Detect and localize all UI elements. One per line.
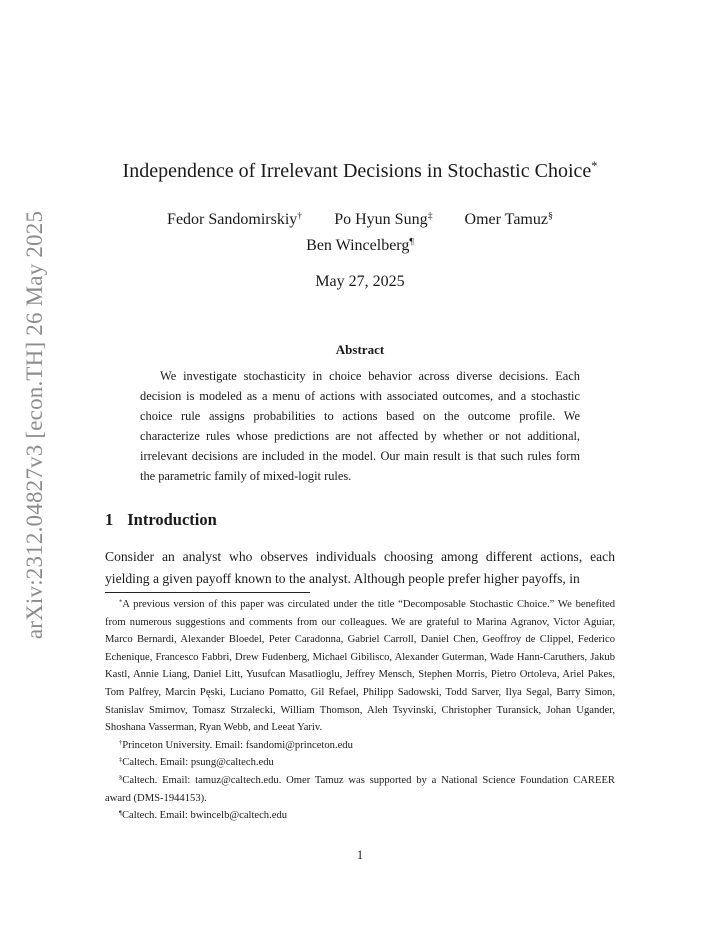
author-footnote-mark: ¶: [409, 236, 414, 248]
section-title: Introduction: [127, 510, 217, 529]
footnote-text: Princeton University. Email: fsandomi@princeton.edu: [122, 739, 353, 751]
paper-date: May 27, 2025: [315, 273, 405, 290]
author-name: Po Hyun Sung: [334, 211, 428, 228]
arxiv-identifier-stamp: [18, 205, 52, 645]
section-number: 1: [105, 510, 114, 529]
footnote: [105, 596, 615, 737]
author-list: [0, 211, 720, 229]
footnote: [105, 807, 615, 825]
abstract-text: We investigate stochasticity in choice behavior across diverse decisions. Each decision is modeled as a menu of actions with associated outcomes, and a stochastic choice rule assigns probabilities to actions based on the outcome profile. We characterize rules whose predictions are not affected by whether or not additional, irrelevant decisions are included in the model. Our main result is that such rules form the parametric family of mixed-logit rules.: [140, 369, 580, 483]
author: [167, 211, 302, 229]
author-name: Ben Wincelberg: [306, 237, 410, 254]
section-heading: [105, 510, 217, 530]
footnote: [105, 754, 615, 772]
author-footnote-mark: †: [297, 210, 303, 222]
author: [465, 211, 553, 229]
author-name: Omer Tamuz: [464, 211, 548, 228]
title-footnote-mark: *: [591, 159, 598, 174]
author-footnote-mark: §: [547, 210, 553, 222]
abstract-heading: Abstract: [335, 342, 385, 357]
footnote-text: Caltech. Email: psung@caltech.edu: [122, 757, 274, 769]
footnote-mark: *: [119, 598, 123, 606]
page-number: 1: [356, 848, 364, 862]
footnote-text: Caltech. Email: tamuz@caltech.edu. Omer Tamuz was supported by a National Science Foundation CAREER award (DMS-1944153).: [105, 774, 615, 804]
footnote-rule: [105, 592, 310, 593]
author-footnote-mark: ‡: [427, 210, 433, 222]
footnote-text: Caltech. Email: bwincelb@caltech.edu: [121, 810, 288, 822]
paper-title: [0, 160, 720, 183]
footnote: [105, 772, 615, 807]
footnote-mark: †: [119, 739, 123, 747]
author: [334, 211, 432, 229]
author-name: Fedor Sandomirskiy: [167, 211, 298, 228]
title-text: Independence of Irrelevant Decisions in Stochastic Choice: [122, 160, 592, 182]
footnote-mark: ‡: [119, 756, 123, 764]
footnote-text: A previous version of this paper was circulated under the title “Decomposable Stochastic Choice.” We benefited from numerous suggestions and comments from our colleagues. We are grateful to Marina Agranov, Victor Aguiar, Marco Bernardi, Alexander Bloedel, Peter Caradonna, Gabriel Carroll, Daniel Chen, Geoffroy de Clippel, Federico Echenique, Francesco Fabbri, Drew Fudenberg, Michael Gibilisco, Alexander Guterman, Wade Hann-Caruthers, Jakub Kastl, Annie Liang, Daniel Litt, Yusufcan Masatlioglu, Jeffrey Mensch, Stephen Morris, Pietro Ortoleva, Ariel Pakes, Tom Palfrey, Marcin Pęski, Luciano Pomatto, Gil Refael, Philipp Sadowski, Todd Sarver, Ilya Segal, Barry Simon, Stanislav Smirnov, Tomasz Strzalecki, William Thomson, Aleh Tsyvinski, Christopher Turansick, Johan Ugander, Shoshana Vasserman, Ryan Webb, and Leeat Yariv.: [105, 599, 615, 734]
intro-paragraph: Consider an analyst who observes individuals choosing among different actions, each yielding a given payoff known to the analyst. Although people prefer higher payoffs, in: [105, 549, 615, 586]
footnote-mark: §: [119, 774, 123, 782]
footnote-mark: ¶: [119, 809, 122, 817]
author-list-second-row: [0, 237, 720, 255]
footnote: [105, 737, 615, 755]
footnotes: [105, 596, 615, 825]
author: [306, 237, 414, 254]
arxiv-stamp-text: arXiv:2312.04827v3 [econ.TH] 26 May 2025: [22, 210, 47, 640]
